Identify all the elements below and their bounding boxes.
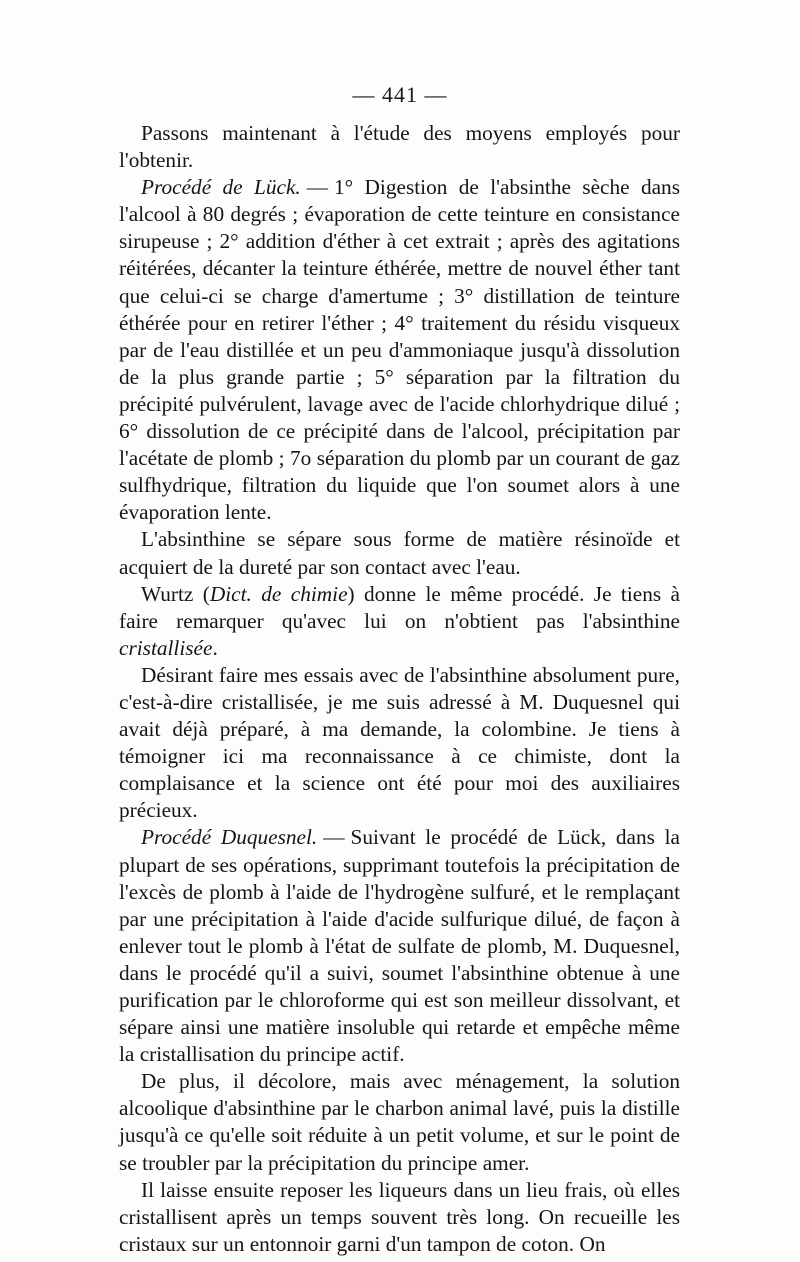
paragraph-crystallization: Il laisse ensuite reposer les liqueurs dans un lieu frais, où elles cristallisent après un temps souvent très long. On recueille les cristaux sur un entonnoir garni d'un tampon de coton. On (119, 1177, 680, 1256)
paragraph-duquesnel-thanks: Désirant faire mes essais avec de l'absinthine absolument pure, c'est-à-dire cristallisée, je me suis adressé à M. Duquesnel qui avait déjà préparé, à ma demande, la colombine. Je tiens à témoigner ici ma reconnaissance à ce chimiste, dont la complaisance et la science ont été pour moi des auxiliaires précieux. (119, 662, 680, 823)
paragraph-luck-procedure (119, 174, 680, 526)
luck-procedure-heading: Procédé de Lück. (141, 175, 301, 200)
luck-procedure-dash: — (306, 175, 329, 200)
wurtz-mid: ) donne le même procédé. Je tiens à faire remarquer qu'avec lui on n'obtient pas l'absinthine (119, 581, 681, 633)
wurtz-emphasis: cristallisée (119, 635, 213, 660)
paragraph-absinthine-resin: L'absinthine se sépare sous forme de matière résinoïde et acquiert de la dureté par son contact avec l'eau. (119, 527, 680, 579)
page-number: — 441 — (352, 82, 448, 107)
wurtz-pre: Wurtz ( (141, 581, 210, 606)
paragraph-duquesnel-procedure (119, 824, 680, 1068)
duquesnel-procedure-dash: — (323, 825, 345, 850)
duquesnel-procedure-heading: Procédé Duquesnel. (141, 825, 318, 850)
wurtz-reference: Dict. de chimie (209, 581, 348, 606)
paragraph-decolorization: De plus, il décolore, mais avec ménagement, la solution alcoolique d'absinthine par le charbon animal lavé, puis la distille jusqu'à ce qu'elle soit réduite à un petit volume, et sur le point de se troubler par la précipitation du principe amer. (119, 1069, 680, 1175)
paragraph-intro: Passons maintenant à l'étude des moyens employés pour l'obtenir. (119, 121, 680, 173)
body-text (119, 120, 680, 1258)
luck-procedure-text: 1° Digestion de l'absinthe sèche dans l'alcool à 80 degrés ; évaporation de cette teinture en consistance sirupeuse ; 2° addition d'éther à cet extrait ; après des agitations réitérées, décanter la teinture éthérée, mettre de nouvel éther tant que celui-ci se charge d'amertume ; 3° distillation de teinture éthérée pour en retirer l'éther ; 4° traitement du résidu visqueux par de l'eau distillée et un peu d'ammoniaque jusqu'à dissolution de la plus grande partie ; 5° séparation par la filtration du précipité pulvérulent, lavage avec de l'acide chlorhydrique dilué ; 6° dissolution de ce précipité dans de l'alcool, précipitation par l'acétate de plomb ; 7o séparation du plomb par un courant de gaz sulfhydrique, filtration du liquide que l'on soumet alors à une évaporation lente. (119, 175, 680, 525)
wurtz-end: . (212, 635, 218, 660)
duquesnel-procedure-text: Suivant le procédé de Lück, dans la plupart de ses opérations, supprimant toutefois la précipitation de l'excès de plomb à l'aide de l'hydrogène sulfuré, et le remplaçant par une précipitation à l'aide d'acide sulfurique dilué, de façon à enlever tout le plomb à l'état de sulfate de plomb, M. Duquesnel, dans le procédé qu'il a suivi, soumet l'absinthine obtenue à une purification par le chloroforme qui est son meilleur dissolvant, et sépare ainsi une matière insoluble qui retarde et empêche même la cristallisation du principe actif. (119, 825, 680, 1067)
paragraph-wurtz (119, 581, 680, 662)
